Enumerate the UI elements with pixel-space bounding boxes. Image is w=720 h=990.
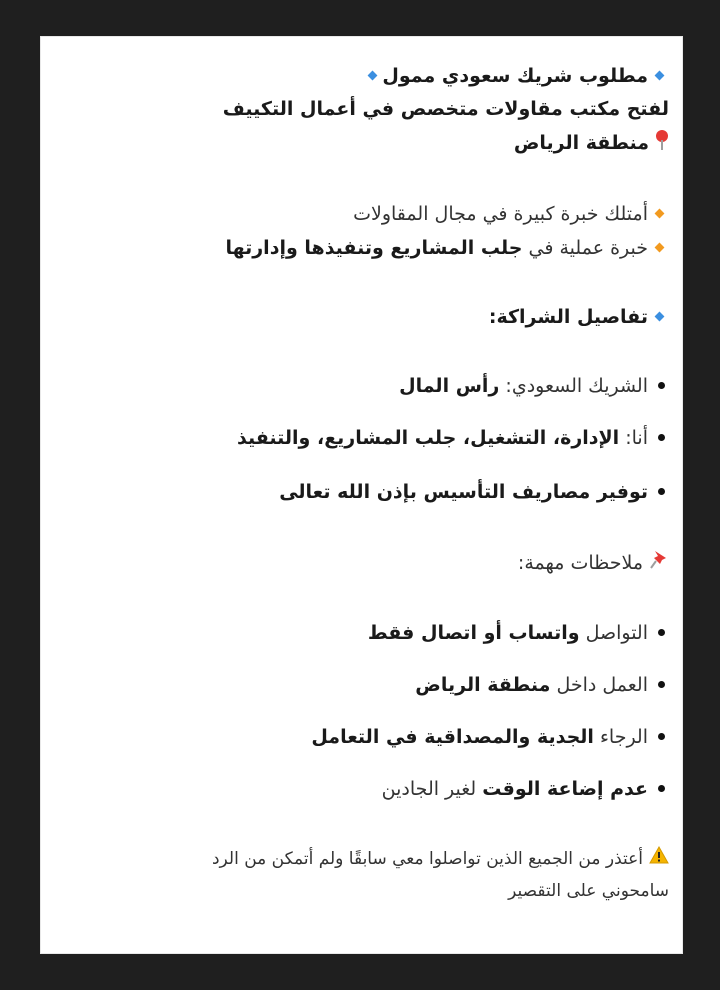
post-document <box>40 36 683 954</box>
small-blue-diamond-icon <box>368 70 378 80</box>
bullet-icon <box>658 488 665 495</box>
small-blue-diamond-icon <box>655 70 665 80</box>
list-item: توفير مصاريف التأسيس بإذن الله تعالى <box>46 479 669 505</box>
partnership-heading: تفاصيل الشراكة: <box>46 304 669 330</box>
bullet-icon <box>658 733 665 740</box>
list-item: أنا: الإدارة، التشغيل، جلب المشاريع، والتنفيذ <box>46 425 669 451</box>
experience-line-1: أمتلك خبرة كبيرة في مجال المقاولات <box>46 201 669 227</box>
list-item: التواصل واتساب أو اتصال فقط <box>46 620 669 646</box>
apology-line-1: أعتذر من الجميع الذين تواصلوا معي سابقًا ولم أتمكن من الرد <box>46 846 669 872</box>
list-item: الرجاء الجدية والمصداقية في التعامل <box>46 724 669 750</box>
bullet-icon <box>658 629 665 636</box>
subheadline: لفتح مكتب مقاولات متخصص في أعمال التكييف <box>222 98 669 120</box>
small-orange-diamond-icon <box>655 208 665 218</box>
notes-heading: ملاحظات مهمة: <box>46 550 669 577</box>
small-blue-diamond-icon <box>655 311 665 321</box>
bullet-icon <box>658 785 665 792</box>
list-item: عدم إضاعة الوقت لغير الجادين <box>46 776 669 802</box>
experience-line-2: خبرة عملية في جلب المشاريع وتنفيذها وإدارتها <box>46 235 669 261</box>
bullet-icon <box>658 681 665 688</box>
small-orange-diamond-icon <box>655 242 665 252</box>
location-line: منطقة الرياض <box>46 129 669 158</box>
bullet-icon <box>658 382 665 389</box>
round-pushpin-icon <box>655 129 669 158</box>
list-item: العمل داخل منطقة الرياض <box>46 672 669 698</box>
pushpin-icon <box>649 550 669 577</box>
apology-line-2: سامحوني على التقصير <box>508 881 669 901</box>
warning-icon <box>649 846 669 872</box>
list-item: الشريك السعودي: رأس المال <box>46 373 669 399</box>
post-content <box>40 36 683 954</box>
headline: مطلوب شريك سعودي ممول <box>46 63 669 89</box>
bullet-icon <box>658 434 665 441</box>
